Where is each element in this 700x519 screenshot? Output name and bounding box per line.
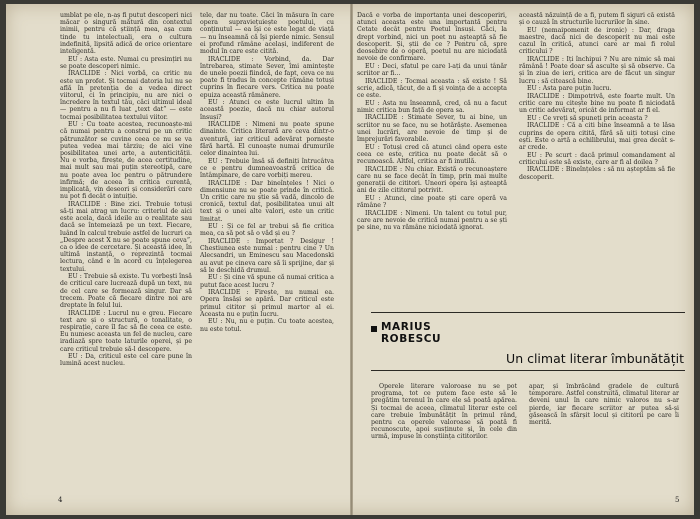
paragraph: EU : Ce vreți să spuneți prin aceasta ?: [527, 114, 648, 122]
right-page: [353, 4, 694, 515]
paragraph: EU : Atunci, cine poate ști care operă va rămâne ?: [357, 194, 507, 210]
paragraph: IRACLIDE : Vorbind, da. Dar întrebarea, stimate Sever, îmi amintește de unele poezii fiindcă, de fapt, ceva ce nu poate fi tradus în concepte rămâne totuși cuprins în fiecare vers. Critica nu poate epuiza această rămânere.: [200, 55, 334, 99]
paragraph: Dacă e vorba de importanța unei descoperiri, atunci aceasta este una importantă pentru Cetate decât pentru Poetul însuși. Căci, la drept vorbind, nici un poet nu așteaptă să fie descoperit. Și, știi de ce ? Pentru că, spre deosebire de o operă, poetul nu are niciodată nevoie de confirmare.: [357, 12, 507, 63]
paragraph: IRACLIDE : Stimate Sever, tu ai bine, un scriitor nu se face, nu se hotărăște. Asemenea unei lucrări, are nevoie de timp și de împrejurări favorabile.: [357, 114, 507, 144]
paragraph: IRACLIDE : Dar bineînțeles ! Nici o dimensiune nu se poate prinde în critică. Un critic care nu știe să vadă, dincolo de cronică, textul dat, posibilitatea unui alt text și o unei alte valori, este un critic limitat.: [200, 179, 334, 223]
paragraph: EU : Deci, sfatul pe care l-ați da unui tânăr scriitor ar fi...: [357, 62, 507, 78]
article-author: MARIUS ROBESCU: [381, 321, 442, 345]
paragraph: IRACLIDE : Lucrul nu e greu. Fiecare text are și o structură, o tonalitate, o respirație, care îl fac să fie ceea ce este. Eu numesc aceasta un fel de nucleu, care iradiază spre toate laturile operei, și pe care criticul trebuie să-l descopere.: [60, 309, 192, 353]
right-page-column-1: [357, 12, 507, 307]
paragraph: IRACLIDE : Tocmai aceasta : să existe ! Să scrie, adică, tăcut, de a fi și voința de a accepta ce este.: [357, 77, 507, 100]
paragraph: IRACLIDE : Nu chiar. Există o recunoaștere care nu se face decât în timp, prin mai multe generații de cititori. Uneori opera își așteaptă ani de zile cititorul potrivit.: [357, 165, 507, 195]
paragraph: EU : Trebuie însă să definiți întrucâtva ce e pentru dumneavoastră critica de întâmpinare, de care vorbiți mereu.: [200, 157, 334, 180]
paragraph: IRACLIDE : Bineînțeles : să nu așteptăm să fie descoperit.: [519, 166, 675, 181]
paragraph: IRACLIDE : Firește, nu numai ea. Opera însăși se apără. Dar criticul este primul cititor și primul martor al ei. Aceasta nu e puțin lucru.: [200, 289, 334, 318]
paragraph: EU : Și ce fel ar trebui să fie critica mea, ca să pot să o văd și eu ?: [200, 223, 334, 238]
paragraph: EU : Totuși cred că atunci când opera este ceea ce este, critica nu poate decât să o recunoască. Altfel, critica ar fi inutilă.: [357, 143, 507, 166]
paragraph: EU : Atunci ce este lucrul ultim în această poezie, dacă nu chiar autorul însuși?: [200, 99, 334, 121]
magazine-spread: [6, 4, 694, 515]
paragraph: IRACLIDE : Dimpotrivă, este foarte mult. Un critic care nu citește bine nu poate fi niciodată un critic adevărat, oricât de informat ar fi el.: [519, 92, 675, 115]
right-page-column-2: [519, 12, 675, 307]
paragraph: IRACLIDE : Bine zici. Trebuie totuși să-ți mai atrag un lucru: criteriul de aici este acela, dacă ideile au o realitate sau dacă se întemeiază pe un text. Fiecare, luând în calcul trebuie astfel de lucruri ca „Despre acest X nu se poate spune ceva”, ca o idee de cercetare. Și această idee, în ultimă instanță, o reprezintă tocmai lectura, când e în acord cu înțelegerea textului.: [60, 200, 192, 273]
paragraph: EU : Cu toate acestea, recunoaște-mi că numai pentru a construi pe un critic pătrunzător se cuvine ceea ce nu se va putea vedea mai târziu; de aici vine posibilitatea unei arte, a autenticității. Nu e vorba, firește, de acea certitudine, mai mult sau mai puțin stereotipă, care nu poate avea loc pentru o pătrundere infirmă; de aceea în critica curentă, implicată, vin deseori și considerări care nu pot fi decât o intuiție.: [60, 121, 192, 201]
section-divider: [371, 312, 685, 313]
page-number: 5: [675, 496, 680, 504]
paragraph: IRACLIDE : Nimeni. Un talent cu totul pur, care are nevoie de critică numai pentru a se ști pe sine, nu va rămâne niciodată ignorat.: [357, 209, 507, 232]
left-page-column-1: [60, 12, 192, 486]
page-number: 4: [58, 496, 63, 504]
paragraph: EU : Asta nu înseamnă, cred, că nu a facut nimic critica bun față de opera sa.: [357, 99, 507, 114]
paragraph: IRACLIDE : Nimeni nu poate spune dinainte. Critica literară are ceva dintr-o aventură, iar criticul adevărat pornește fără hartă. El cunoaște numai drumurile celor dinaintea lui.: [200, 121, 334, 158]
paragraph: IRACLIDE : Iți închipui ? Nu are nimic să mai rămână ! Poate doar să asculte și să observe. Ca și în ziua de ieri, critica are de făcut un singur lucru : să citească bine.: [519, 56, 675, 85]
title-underline: [371, 370, 685, 371]
paragraph: EU : Asta pare puțin lucru.: [527, 85, 612, 93]
paragraph: umblat pe ele, n-aș fi putut descoperi nici măcar o singură mătură din contextul inimii, pentru că știință mea, așa cum tinde tu intelectuali, era o cultura indefinită, lipsită adică de orice orientare inteligentă.: [60, 12, 192, 56]
paragraph: EU : Trebuie să existe. Tu vorbești însă de criticul care lucrează după un text, nu de cel care se formează singur. Dar să trecem. Poate că fiecare dintre noi are dreptate în felul lui.: [60, 273, 192, 310]
paragraph: IRACLIDE : Nici vorbă, ca critic nu este un profet. Și tocmai datoria lui nu se află în pretenția de a vedea direct viitorul, ci în principiu, nu are nici o încredere în textul tău, căci ultimul ideal — pentru a nu fi luat „text dat” — este tocmai posibilitatea textului viitor.: [60, 70, 192, 121]
left-page: [6, 4, 350, 515]
paragraph: EU : Asta este. Numai cu presimțiri nu se poate descoperi nimic.: [60, 55, 192, 70]
left-page-column-2: [200, 12, 334, 486]
article-title: Un climat literar îmbunătățit: [506, 351, 684, 366]
article-column-2: [529, 383, 679, 503]
paragraph: apar, și îmbrăcând gradele de cultură temporare. Astfel construită, climatul literar ar deveni unul în care nimic valoros nu s-ar pierde, iar fiecare scriitor ar putea să-și găsească în sfârșit locul și cititorii pe care îi merită.: [529, 383, 679, 427]
article-column-1: [371, 383, 517, 503]
paragraph: Operele literare valoroase nu se pot programa, tot ce putem face este să le pregătim terenul în care ele să poată apărea. Și tocmai de aceea, climatul literar este cel care trebuie îmbunătățit în primul rând, pentru ca operele valoroase să poată fi recunoscute, apoi susținute și, în cele din urmă, impuse în conștiința cititorilor.: [371, 383, 517, 441]
paragraph: EU (nemaipomenit de ironic) : Dar, draga maestre, dacă nici de descoperit nu mai este cazul în critică, atunci care ar mai fi rolul criticului ?: [519, 26, 675, 56]
paragraph: IRACLIDE : Importat ? Desigur ! Chestiunea este numai : pentru cine ? Un Alecsandri, un Eminescu sau Macedonski au avut pe cineva care să îi sprijine, dar și să le deschidă drumul.: [200, 238, 334, 274]
paragraph: EU : Nu, nu e puțin. Cu toate acestea, nu este totul.: [200, 318, 334, 333]
paragraph: tele, dar nu toate. Căci în măsura în care opera supraviețuiește poetului, cu conținutul — ea își ce este legat de viață — nu înseamnă că își pierde nimic. Sensul ei profund rămâne același, indiferent de modul în care este citită.: [200, 12, 334, 56]
paragraph: EU : Pe scurt : dacă primul comandament al criticului este să existe, care ar fi al doilea ?: [519, 151, 675, 166]
paragraph: EU : Și cine vă spune că numai critica a putut face acest lucru ?: [200, 274, 334, 289]
author-marker: [371, 326, 377, 332]
paragraph: EU : Da, criticul este cel care pune în lumină acest nucleu.: [60, 353, 192, 368]
paragraph: această năzuință de a fi, putem fi siguri că există și o cauză în structurile lucrurilor în sine.: [519, 12, 675, 27]
paragraph: IRACLIDE : Că a citi bine înseamnă a te lăsa cuprins de opera citită, fără să uiți totuși cine ești. Este o artă a echilibrului, mai grea decât s-ar crede.: [519, 122, 675, 151]
